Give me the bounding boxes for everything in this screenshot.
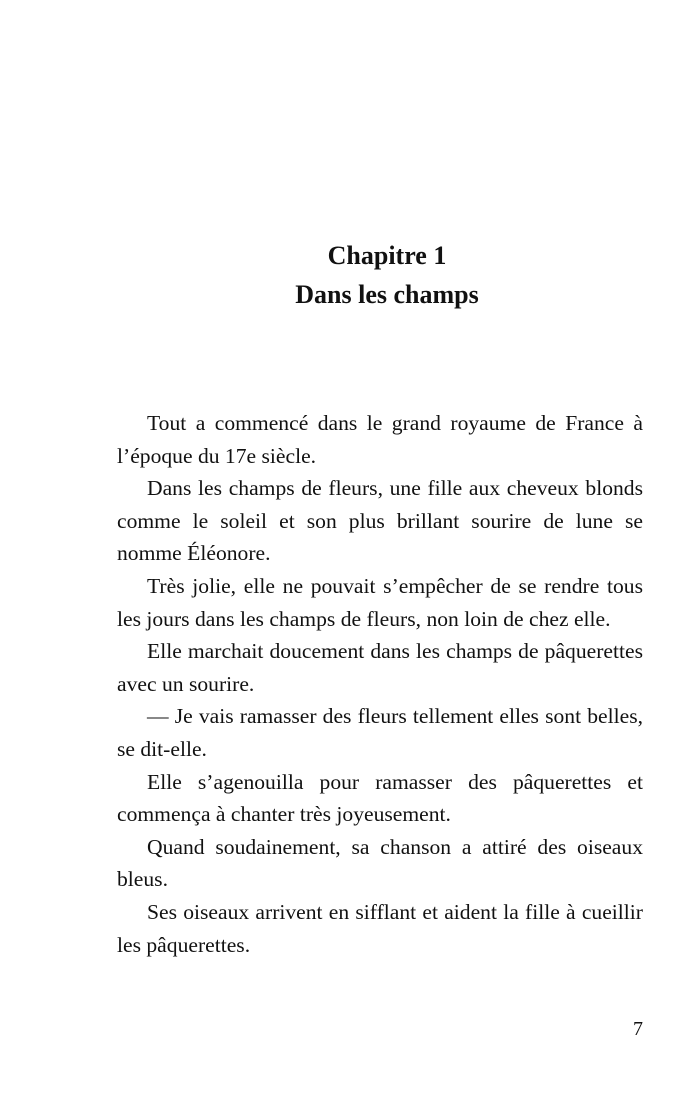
chapter-title: Dans les champs [295,280,479,309]
chapter-heading [0,236,700,314]
paragraph: Elle s’agenouilla pour ramasser des pâquerettes et commença à chanter très joyeusement. [117,769,643,827]
chapter-number: Chapitre 1 [327,241,447,270]
page-number: 7 [633,1018,643,1040]
paragraph: Tout a commencé dans le grand royaume de France à l’époque du 17e siècle. [117,411,643,468]
body-text [117,407,643,961]
paragraph: Elle marchait doucement dans les champs de pâquerettes avec un sourire. [117,639,643,696]
paragraph: Ses oiseaux arrivent en sifflant et aident la fille à cueillir les pâquerettes. [117,899,643,957]
paragraph: Dans les champs de fleurs, une fille aux cheveux blonds comme le soleil et son plus brillant sourire de lune se nomme Éléonore. [117,476,643,566]
paragraph: Quand soudainement, sa chanson a attiré des oiseaux bleus. [117,834,643,892]
paragraph: Très jolie, elle ne pouvait s’empêcher de se rendre tous les jours dans les champs de fleurs, non loin de chez elle. [117,573,643,631]
dialogue-paragraph: — Je vais ramasser des fleurs tellement elles sont belles, se dit-elle. [117,704,643,761]
